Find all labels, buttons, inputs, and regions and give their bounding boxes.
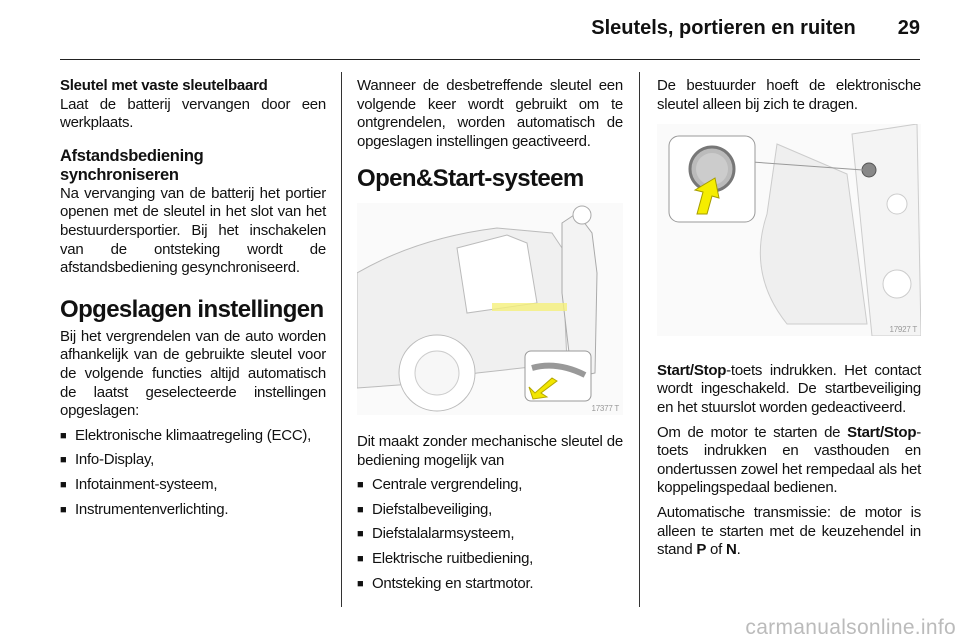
list-item: ■ Elektrische ruitbediening, [357, 550, 623, 569]
list-item: ■ Centrale vergrendeling, [357, 476, 623, 495]
page-number: 29 [897, 17, 920, 39]
paragraph-text: . [736, 541, 741, 559]
paragraph [657, 504, 921, 560]
list-item: ■ Elektronische klimaatregeling (ECC), [60, 427, 326, 446]
header-rule [60, 59, 920, 60]
paragraph-text: Om de motor te starten de [657, 423, 848, 441]
bullet-list [357, 476, 623, 593]
paragraph [657, 424, 921, 498]
paragraph: De bestuurder hoeft de elektronische sleutel alleen bij zich te dragen. [657, 77, 921, 113]
paragraph: Bij het vergrendelen van de auto worden afhankelijk van de gebruikte sleutel voor de volgende functies altijd automatisch de laatst geselecteerde instellingen opgeslagen: [60, 327, 326, 420]
list-item: ■ Instrumentenverlichting. [60, 501, 326, 520]
figure-car-door [357, 203, 623, 421]
column-divider [639, 72, 640, 607]
paragraph: Na vervanging van de batterij het portier openen met de sleutel in het slot van het bestuurdersportier. Bij het inschakelen van de ontsteking wordt de afstandsbediening gesynchroniseerd. [60, 184, 326, 277]
paragraph: Wanneer de desbetreffende sleutel een volgende keer wordt gebruikt om te ontgrendelen, worden automatisch de opgeslagen instellingen geactiveerd. [357, 77, 623, 150]
list-item: ■ Infotainment-systeem, [60, 476, 326, 495]
list-item: ■ Ontsteking en startmotor. [357, 575, 623, 594]
list-item: ■ Diefstalalarmsysteem, [357, 525, 623, 544]
list-item: ■ Info-Display, [60, 451, 326, 470]
list-item: ■ Diefstalbeveiliging, [357, 501, 623, 520]
start-stop-label: Start/Stop [657, 361, 727, 379]
heading-saved-settings: Opgeslagen instellingen [60, 295, 324, 323]
bullet-list [60, 427, 326, 519]
column-3 [657, 77, 921, 566]
column-1 [60, 77, 326, 525]
paragraph-text: of [706, 541, 726, 559]
watermark: carmanualsonline.info [745, 616, 956, 639]
heading-open-start: Open&Start-systeem [357, 165, 584, 193]
column-2 [357, 77, 623, 599]
paragraph [657, 362, 921, 418]
paragraph-text: Automatische transmissie: de motor is alleen te starten met de keuzehendel in stand [657, 503, 921, 559]
paragraph: Laat de batterij vervangen door een werkplaats. [60, 95, 326, 132]
section-title: Sleutels, portieren en ruiten [591, 17, 856, 39]
start-stop-label: Start/Stop [847, 423, 917, 441]
paragraph-text: -toets indrukken en vasthouden en ondertussen zowel het rempedaal als het koppelingspedaal bedienen. [657, 423, 921, 497]
heading-fixed-key: Sleutel met vaste sleutelbaard [60, 77, 268, 94]
gear-p-label: P [696, 541, 707, 559]
figure-start-stop-button [657, 124, 921, 342]
heading-remote-sync: Afstandsbediening synchroniseren [60, 146, 204, 184]
figure-code: 17927 T [889, 325, 917, 335]
start-stop-illustration [657, 124, 921, 336]
car-door-illustration [357, 203, 623, 415]
figure-code: 17377 T [591, 404, 619, 414]
column-divider [341, 72, 342, 607]
page-header [591, 17, 920, 40]
gear-n-label: N [726, 541, 737, 559]
paragraph-text: -toets indrukken. Het contact wordt ingeschakeld. De startbeveiliging en het stuurslot worden gedeactiveerd. [657, 361, 921, 416]
paragraph: Dit maakt zonder mechanische sleutel de bediening mogelijk van [357, 432, 623, 469]
